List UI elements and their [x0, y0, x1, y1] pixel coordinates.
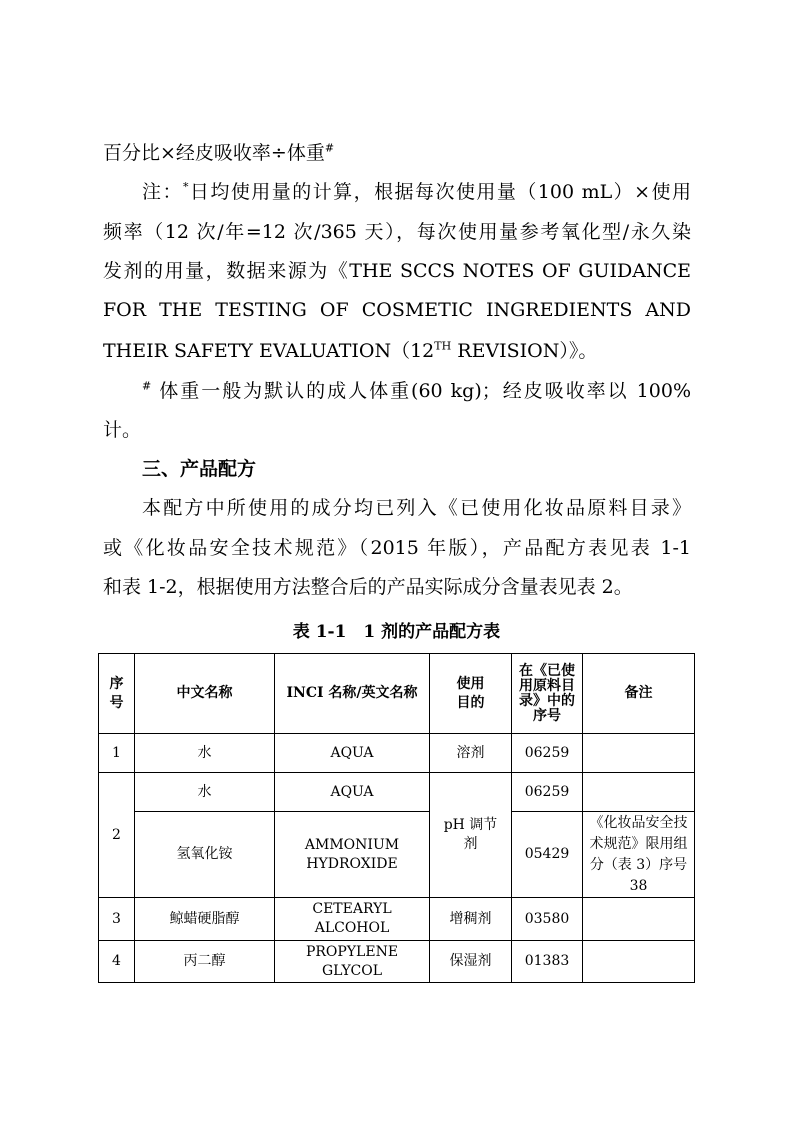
cell-cn-name: 水 — [135, 734, 275, 773]
paragraph-line-2: 或《化妆品安全技术规范》（2015 年版），产品配方表见表 1-1 — [103, 537, 691, 559]
cell-purpose: 保湿剂 — [430, 941, 512, 983]
header-remark: 备注 — [583, 654, 695, 734]
cell-index: 2 — [99, 773, 135, 898]
paragraph-line-3: 和表 1-2，根据使用方法整合后的产品实际成分含量表见表 2。 — [103, 576, 633, 598]
header-catalog: 在《已使用原料目录》中的序号 — [512, 654, 583, 734]
text-line-5: FOR THE TESTING OF COSMETIC INGREDIENTS AND — [103, 299, 691, 321]
cell-inci: AMMONIUM HYDROXIDE — [275, 812, 430, 898]
cell-purpose: pH 调节剂 — [430, 773, 512, 898]
paragraph-line-1: 本配方中所使用的成分均已列入《已使用化妆品原料目录》 — [142, 497, 691, 519]
cell-remark — [583, 773, 695, 812]
text-line-8: 计。 — [103, 419, 142, 441]
table-row — [99, 898, 695, 941]
cell-index: 4 — [99, 941, 135, 983]
cell-purpose: 增稠剂 — [430, 898, 512, 941]
text-line-4: 发剂的用量，数据来源为《THE SCCS NOTES OF GUIDANCE — [103, 260, 691, 282]
cell-inci: PROPYLENE GLYCOL — [275, 941, 430, 983]
table-caption: 表 1-1 1 剂的产品配方表 — [292, 622, 501, 642]
table-row — [99, 812, 695, 898]
cell-purpose: 溶剂 — [430, 734, 512, 773]
cell-cn-name: 丙二醇 — [135, 941, 275, 983]
cell-inci: AQUA — [275, 734, 430, 773]
cell-cn-name: 氢氧化铵 — [135, 812, 275, 898]
formula-table — [98, 653, 695, 983]
table-row — [99, 773, 695, 812]
table-row — [99, 941, 695, 983]
text-line-2: 注：*日均使用量的计算，根据每次使用量（100 mL）×使用 — [142, 180, 691, 203]
cell-index: 1 — [99, 734, 135, 773]
cell-inci: AQUA — [275, 773, 430, 812]
cell-catalog: 03580 — [512, 898, 583, 941]
header-index: 序号 — [99, 654, 135, 734]
table-header-row — [99, 654, 695, 734]
cell-cn-name: 鲸蜡硬脂醇 — [135, 898, 275, 941]
cell-catalog: 05429 — [512, 812, 583, 898]
header-inci: INCI 名称/英文名称 — [275, 654, 430, 734]
table-row — [99, 734, 695, 773]
cell-remark — [583, 898, 695, 941]
cell-index: 3 — [99, 898, 135, 941]
cell-remark: 《化妆品安全技术规范》限用组分（表 3）序号 38 — [583, 812, 695, 898]
cell-catalog: 01383 — [512, 941, 583, 983]
header-purpose: 使用目的 — [430, 654, 512, 734]
text-line-1: 百分比×经皮吸收率÷体重# — [103, 141, 335, 164]
text-line-3: 频率（12 次/年=12 次/365 天），每次使用量参考氧化型/永久染 — [103, 221, 691, 243]
cell-remark — [583, 734, 695, 773]
cell-catalog: 06259 — [512, 773, 583, 812]
text-line-6: THEIR SAFETY EVALUATION（12TH REVISION）》。 — [103, 339, 598, 362]
cell-inci: CETEARYL ALCOHOL — [275, 898, 430, 941]
text-line-7: # 体重一般为默认的成人体重(60 kg)；经皮吸收率以 100% — [142, 379, 691, 402]
cell-catalog: 06259 — [512, 734, 583, 773]
cell-remark — [583, 941, 695, 983]
section-heading: 三、产品配方 — [142, 458, 257, 480]
cell-cn-name: 水 — [135, 773, 275, 812]
header-cn-name: 中文名称 — [135, 654, 275, 734]
